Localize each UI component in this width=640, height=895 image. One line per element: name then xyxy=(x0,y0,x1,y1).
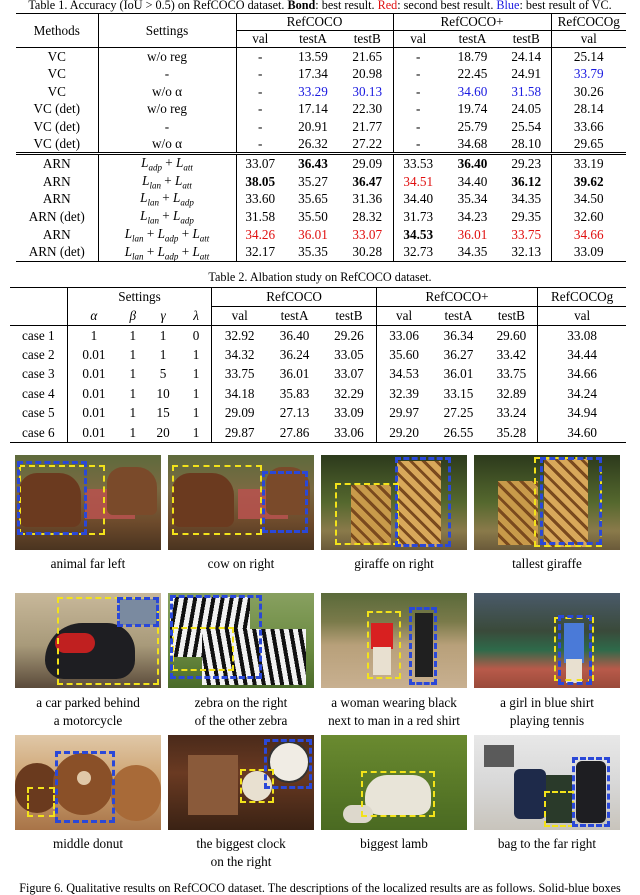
t1-setting: w/o reg xyxy=(98,101,236,119)
t1-subheader: testA xyxy=(458,31,487,46)
t1-cell: 13.59 xyxy=(298,48,328,64)
t2-subheader: testB xyxy=(322,307,376,326)
t1-cell: 21.77 xyxy=(342,118,393,136)
t2-param-header: α xyxy=(90,307,98,323)
t1-cell: 29.23 xyxy=(502,154,551,173)
t2-cell: 33.75 xyxy=(224,366,255,382)
t1-header-refcoco: RefCOCO xyxy=(236,14,393,31)
t2-param: 0.01 xyxy=(82,424,106,440)
t1-cell: 32.60 xyxy=(573,208,604,224)
table-row xyxy=(16,101,626,119)
t1-cell: 35.50 xyxy=(298,208,328,224)
t1-method: ARN xyxy=(16,154,98,173)
t1-cell: 39.62 xyxy=(573,173,604,189)
t2-cell: 33.06 xyxy=(322,423,376,443)
t1-cell: - xyxy=(416,66,421,82)
figure-label: cow on right xyxy=(207,556,275,571)
photo-cows-1 xyxy=(15,455,161,550)
t1-setting: - xyxy=(98,65,236,83)
t1-cell: 31.36 xyxy=(342,190,393,208)
t1-cell: 34.68 xyxy=(457,136,488,152)
figure-label: middle donut xyxy=(53,836,123,851)
table-row xyxy=(10,345,626,365)
t2-cell: 29.60 xyxy=(486,326,538,346)
t1-setting: $L_{lan} + L_{adp} + L_{att}$ xyxy=(98,244,236,262)
t1-header-methods: Methods xyxy=(16,14,98,48)
t2-param: 20 xyxy=(156,424,170,440)
t1-cell: - xyxy=(258,101,263,117)
t2-cell: 33.42 xyxy=(486,345,538,365)
table-row xyxy=(10,423,626,443)
table-row xyxy=(16,65,626,83)
t1-cell: 35.65 xyxy=(298,191,328,207)
t2-header-refcocoplus: RefCOCO+ xyxy=(376,288,538,307)
photo-motorcycle xyxy=(15,593,161,688)
photo-girl-tennis xyxy=(474,593,620,688)
t1-cell: 24.05 xyxy=(502,101,551,119)
t1-method: VC xyxy=(16,83,98,101)
t1-method: ARN xyxy=(16,190,98,208)
t2-cell: 27.25 xyxy=(443,405,474,421)
t1-cell: 36.40 xyxy=(457,155,488,171)
t1-cell: 31.58 xyxy=(502,83,551,101)
t2-param: 0.01 xyxy=(82,385,106,401)
t1-cell: 33.79 xyxy=(573,66,604,82)
photo-tennis-players xyxy=(321,593,467,688)
photo-lambs xyxy=(321,735,467,830)
t1-cell: 36.47 xyxy=(342,173,393,191)
t1-cell: 34.53 xyxy=(403,226,434,242)
t2-param: 1 xyxy=(90,327,98,343)
t1-setting: w/o α xyxy=(98,136,236,154)
t1-cell: 35.27 xyxy=(298,173,328,189)
t1-method: VC (det) xyxy=(16,136,98,154)
t2-subheader: val xyxy=(396,308,413,323)
table-row xyxy=(16,173,626,191)
t1-cell: 36.43 xyxy=(298,155,328,171)
t2-cell: 33.75 xyxy=(486,365,538,385)
t2-param-header: γ xyxy=(160,307,166,323)
t1-cell: 30.28 xyxy=(342,244,393,262)
t1-cell: 24.91 xyxy=(502,65,551,83)
t2-cell: 34.18 xyxy=(224,385,255,401)
table-row xyxy=(16,208,626,226)
t2-cell: 32.39 xyxy=(389,385,419,401)
t2-param: 1 xyxy=(129,405,137,421)
photo-bags xyxy=(474,735,620,830)
t2-case: case 4 xyxy=(10,384,67,404)
table-row xyxy=(16,226,626,244)
t2-cell: 26.55 xyxy=(443,424,474,440)
table-row xyxy=(10,365,626,385)
table-row xyxy=(10,384,626,404)
t1-cell: 36.12 xyxy=(502,173,551,191)
t2-param: 15 xyxy=(156,405,170,421)
t1-cell: 19.74 xyxy=(457,101,488,117)
t1-cell: 34.35 xyxy=(502,190,551,208)
t2-cell: 34.53 xyxy=(389,366,419,382)
t1-cell: 35.34 xyxy=(457,191,488,207)
table1-caption: Table 1. Accuracy (IoU > 0.5) on RefCOCO dataset. Bond: best result. Red: second best result. Blue: best result of VC. xyxy=(28,0,612,12)
t1-cell: 34.60 xyxy=(457,83,488,99)
t2-case: case 2 xyxy=(10,345,67,365)
t1-cell: 29.35 xyxy=(502,208,551,226)
t2-cell: 33.24 xyxy=(486,404,538,424)
t2-param: 0 xyxy=(181,326,212,346)
t1-cell: 32.17 xyxy=(245,244,276,260)
figure-label: the biggest clock on the right xyxy=(196,836,286,869)
t2-cell: 29.20 xyxy=(389,424,419,440)
table2 xyxy=(10,287,626,443)
t2-param: 1 xyxy=(181,404,212,424)
figure-label: zebra on the right of the other zebra xyxy=(194,695,288,728)
t1-cell: - xyxy=(416,48,421,64)
t1-header-settings: Settings xyxy=(98,14,236,48)
t2-subheader: testA xyxy=(280,308,309,323)
t1-cell: 34.51 xyxy=(403,173,434,189)
photo-giraffes-2 xyxy=(474,455,620,550)
t1-cell: 24.14 xyxy=(502,48,551,66)
t2-header-refcoco: RefCOCO xyxy=(212,288,376,307)
t1-setting: w/o α xyxy=(98,83,236,101)
t1-cell: 22.45 xyxy=(457,66,488,82)
t1-cell: 34.23 xyxy=(457,208,488,224)
t2-param: 5 xyxy=(159,366,167,382)
t1-cell: 33.75 xyxy=(502,226,551,244)
t2-cell: 36.24 xyxy=(279,346,310,362)
t2-param: 1 xyxy=(129,346,137,362)
t1-method: ARN (det) xyxy=(16,208,98,226)
t1-cell: 35.35 xyxy=(298,244,328,260)
t2-cell: 29.26 xyxy=(322,326,376,346)
t2-subheader-empty xyxy=(10,307,67,326)
t2-param: 0.01 xyxy=(82,366,106,382)
t1-cell: 25.14 xyxy=(573,48,604,64)
figure-label: giraffe on right xyxy=(354,556,434,571)
t2-cell: 36.34 xyxy=(443,327,474,343)
t2-cell: 29.87 xyxy=(224,424,255,440)
t1-cell: 34.40 xyxy=(403,191,434,207)
t1-cell: 30.13 xyxy=(342,83,393,101)
t2-param: 0.01 xyxy=(82,405,106,421)
t1-cell: 33.07 xyxy=(342,226,393,244)
t1-cell: 32.13 xyxy=(502,244,551,262)
t2-cell: 33.15 xyxy=(443,385,474,401)
t1-cell: - xyxy=(258,119,263,135)
t1-method: ARN (det) xyxy=(16,244,98,262)
t2-cell: 29.97 xyxy=(389,405,419,421)
t2-cell: 36.40 xyxy=(279,327,310,343)
table-row xyxy=(16,154,626,173)
t1-cell: 20.98 xyxy=(342,65,393,83)
t2-cell: 27.86 xyxy=(279,424,310,440)
t1-subheader: testB xyxy=(502,31,551,48)
t1-cell: - xyxy=(258,66,263,82)
figure-label: a car parked behind a motorcycle xyxy=(36,695,140,728)
t1-method: ARN xyxy=(16,173,98,191)
t1-cell: 25.54 xyxy=(502,118,551,136)
t2-param: 0.01 xyxy=(82,346,106,362)
t1-cell: 28.10 xyxy=(502,136,551,154)
t1-cell: 30.26 xyxy=(573,83,604,99)
t1-cell: 33.60 xyxy=(245,191,276,207)
t1-cell: - xyxy=(258,48,263,64)
t1-cell: 33.19 xyxy=(573,155,604,171)
t1-method: VC (det) xyxy=(16,101,98,119)
t2-case: case 1 xyxy=(10,326,67,346)
t2-subheader: val xyxy=(231,308,248,323)
t2-param: 1 xyxy=(181,384,212,404)
t2-header-settings: Settings xyxy=(67,288,212,307)
t1-cell: 34.66 xyxy=(573,226,604,242)
t2-cell: 34.44 xyxy=(567,346,597,362)
t1-cell: 20.91 xyxy=(298,119,328,135)
t1-setting: w/o reg xyxy=(98,48,236,66)
t2-cell: 36.01 xyxy=(279,366,310,382)
t2-cell: 33.08 xyxy=(567,327,597,343)
t1-header-refcocoplus: RefCOCO+ xyxy=(393,14,551,31)
t1-cell: 22.30 xyxy=(342,101,393,119)
t1-cell: 28.14 xyxy=(573,101,604,117)
table-row xyxy=(10,404,626,424)
t2-param: 1 xyxy=(159,327,167,343)
t1-cell: 31.58 xyxy=(245,208,276,224)
t2-cell: 33.07 xyxy=(322,365,376,385)
t2-param: 1 xyxy=(129,327,137,343)
table2-caption: Table 2. Albation study on RefCOCO dataset. xyxy=(208,270,432,284)
table-row xyxy=(16,83,626,101)
t1-cell: 34.50 xyxy=(573,191,604,207)
t1-cell: - xyxy=(258,83,263,99)
table-row xyxy=(10,326,626,346)
t2-param-header: β xyxy=(129,307,137,323)
figure-label: animal far left xyxy=(50,556,126,571)
t1-setting: $L_{lan} + L_{adp}$ xyxy=(98,190,236,208)
t2-param: 1 xyxy=(181,423,212,443)
t2-cell: 32.89 xyxy=(486,384,538,404)
t2-case: case 5 xyxy=(10,404,67,424)
t1-cell: 38.05 xyxy=(245,173,276,189)
t1-method: VC xyxy=(16,48,98,66)
t2-cell: 27.13 xyxy=(279,405,310,421)
t1-cell: 21.65 xyxy=(342,48,393,66)
t1-cell: 32.73 xyxy=(403,244,434,260)
t2-subheader: testB xyxy=(486,307,538,326)
table-row xyxy=(16,136,626,154)
t2-cell: 36.27 xyxy=(443,346,474,362)
t2-param-header: λ xyxy=(181,307,212,326)
t1-method: ARN xyxy=(16,226,98,244)
t1-cell: - xyxy=(258,136,263,152)
t1-cell: 34.26 xyxy=(245,226,276,242)
table-row xyxy=(16,118,626,136)
t1-setting: $L_{lan} + L_{att}$ xyxy=(98,173,236,191)
t2-cell: 35.83 xyxy=(279,385,310,401)
figure-label: biggest lamb xyxy=(360,836,428,851)
t1-header-refcocog: RefCOCOg xyxy=(551,14,626,31)
t2-cell: 33.05 xyxy=(322,345,376,365)
t1-cell: 33.53 xyxy=(403,155,434,171)
t1-subheader: testB xyxy=(342,31,393,48)
t2-cell: 34.66 xyxy=(567,366,597,382)
t1-cell: 36.01 xyxy=(457,226,488,242)
figure-label: a woman wearing black next to man in a red shirt xyxy=(328,695,460,728)
t2-case: case 3 xyxy=(10,365,67,385)
t1-cell: 17.34 xyxy=(298,66,328,82)
photo-zebras xyxy=(168,593,314,688)
t2-param: 1 xyxy=(159,346,167,362)
table1 xyxy=(16,13,626,262)
t1-setting: $L_{lan} + L_{adp}$ xyxy=(98,208,236,226)
t1-cell: 31.73 xyxy=(403,208,434,224)
photo-clocks xyxy=(168,735,314,830)
photo-giraffes-1 xyxy=(321,455,467,550)
t1-cell: 33.29 xyxy=(298,83,328,99)
t1-cell: 34.35 xyxy=(457,244,488,260)
t1-cell: - xyxy=(416,83,421,99)
t2-subheader: val xyxy=(574,308,591,323)
t1-method: VC xyxy=(16,65,98,83)
t1-subheader: val xyxy=(410,31,427,46)
t1-setting: $L_{lan} + L_{adp} + L_{att}$ xyxy=(98,226,236,244)
table-row xyxy=(16,48,626,66)
t1-cell: 17.14 xyxy=(298,101,328,117)
t2-cell: 34.94 xyxy=(567,405,597,421)
t1-cell: 26.32 xyxy=(298,136,328,152)
figure-label: bag to the far right xyxy=(497,836,597,851)
t1-cell: - xyxy=(416,101,421,117)
t2-param: 1 xyxy=(181,365,212,385)
t1-cell: 25.79 xyxy=(457,119,488,135)
t1-cell: 18.79 xyxy=(457,48,488,64)
t2-cell: 35.28 xyxy=(486,423,538,443)
t2-cell: 34.32 xyxy=(224,346,255,362)
t2-param: 1 xyxy=(129,366,137,382)
t2-param: 1 xyxy=(181,345,212,365)
t1-method: VC (det) xyxy=(16,118,98,136)
t2-case: case 6 xyxy=(10,423,67,443)
t2-cell: 32.92 xyxy=(224,327,255,343)
t2-cell: 33.06 xyxy=(389,327,419,343)
figure-label: tallest giraffe xyxy=(512,556,582,571)
table-row xyxy=(16,190,626,208)
t2-param: 10 xyxy=(156,385,170,401)
t1-setting: - xyxy=(98,118,236,136)
t1-subheader: val xyxy=(580,31,597,46)
t2-param: 1 xyxy=(129,424,137,440)
t2-cell: 35.60 xyxy=(389,346,419,362)
t2-param: 1 xyxy=(129,385,137,401)
t1-cell: - xyxy=(416,119,421,135)
figure-caption-cutoff: Figure 6. Qualitative results on RefCOCO dataset. The descriptions of the localized results are as follows. Solid-blue boxes xyxy=(19,881,621,895)
photo-cows-2 xyxy=(168,455,314,550)
t2-cell: 36.01 xyxy=(443,366,474,382)
figure-label: a girl in blue shirt playing tennis xyxy=(500,695,594,728)
t2-cell: 33.09 xyxy=(322,404,376,424)
t1-cell: - xyxy=(416,136,421,152)
t1-cell: 34.40 xyxy=(457,173,488,189)
t1-cell: 33.07 xyxy=(245,155,276,171)
t1-cell: 36.01 xyxy=(298,226,328,242)
t1-cell: 29.09 xyxy=(342,154,393,173)
photo-donuts xyxy=(15,735,161,830)
t1-subheader: val xyxy=(252,31,269,46)
t2-subheader: testA xyxy=(444,308,473,323)
table-row xyxy=(16,244,626,262)
t1-subheader: testA xyxy=(299,31,327,46)
t1-cell: 27.22 xyxy=(342,136,393,154)
t1-cell: 33.09 xyxy=(573,244,604,260)
t1-cell: 29.65 xyxy=(573,136,604,152)
t2-cell: 32.29 xyxy=(322,384,376,404)
t2-cell: 34.60 xyxy=(567,424,597,440)
t1-setting: $L_{adp} + L_{att}$ xyxy=(98,154,236,173)
t2-cell: 34.24 xyxy=(567,385,597,401)
t1-cell: 28.32 xyxy=(342,208,393,226)
t2-header-refcocog: RefCOCOg xyxy=(538,288,626,307)
t1-cell: 33.66 xyxy=(573,119,604,135)
t2-cell: 29.09 xyxy=(224,405,255,421)
